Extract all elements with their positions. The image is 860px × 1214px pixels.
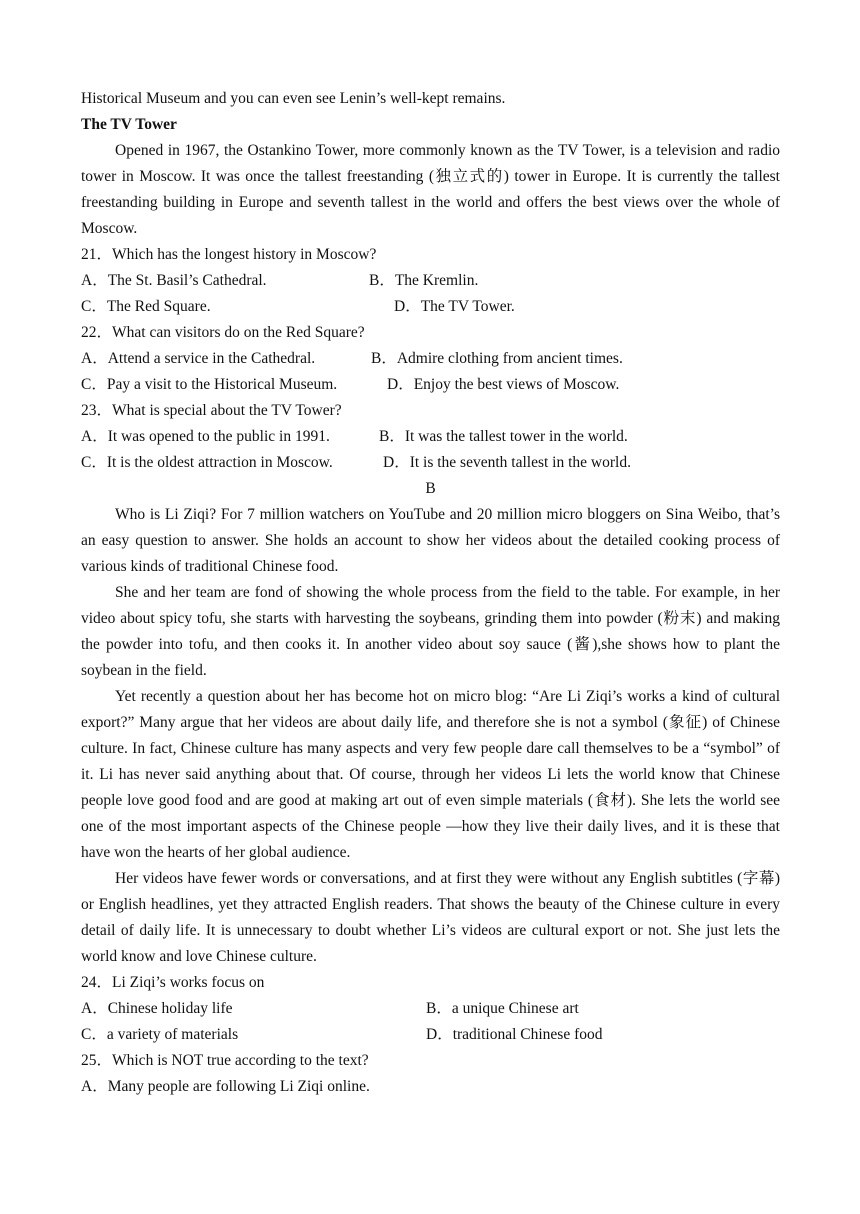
intro-tail-text: Historical Museum and you can even see Lenin’s well-kept remains.: [81, 90, 506, 107]
question-21-option-c: C．The Red Square.: [81, 298, 211, 315]
question-21-options-row-2: [81, 294, 780, 320]
question-25-option-a: A．Many people are following Li Ziqi online.: [81, 1078, 370, 1095]
question-22-stem: 22．What can visitors do on the Red Square?: [81, 324, 365, 341]
question-21-stem: 21．Which has the longest history in Moscow?: [81, 246, 377, 263]
question-24-option-a: A．Chinese holiday life: [81, 1000, 233, 1017]
question-23-stem: 23．What is special about the TV Tower?: [81, 402, 342, 419]
question-25-stem: 25．Which is NOT true according to the text?: [81, 1052, 369, 1069]
question-24-option-b: B．a unique Chinese art: [426, 1000, 579, 1017]
section-b-paragraph-4: Her videos have fewer words or conversations, and at first they were without any English subtitles (字幕) or English headlines, yet they attracted English readers. That shows the beauty of the Chinese culture in every detail of daily life. It is unnecessary to doubt whether Li’s videos are cultural export or not. She just lets the world know and love Chinese culture.: [81, 870, 780, 965]
question-24-option-c: C．a variety of materials: [81, 1026, 239, 1043]
question-23-options-row-2: [81, 450, 780, 476]
question-22-option-d: D．Enjoy the best views of Moscow.: [387, 376, 620, 393]
question-24-options-row-1: [81, 996, 780, 1022]
question-23-option-a: A．It was opened to the public in 1991.: [81, 428, 330, 445]
question-24-stem: 24．Li Ziqi’s works focus on: [81, 974, 265, 991]
question-22-option-a: A．Attend a service in the Cathedral.: [81, 350, 316, 367]
question-24-option-d: D．traditional Chinese food: [426, 1026, 603, 1043]
question-21-option-a: A．The St. Basil’s Cathedral.: [81, 272, 267, 289]
question-22-option-b: B．Admire clothing from ancient times.: [371, 350, 623, 367]
section-b-paragraph-2: She and her team are fond of showing the whole process from the field to the table. For example, in her video about spicy tofu, she starts with harvesting the soybeans, grinding them into powder (粉末) and making the powder into tofu, and then cooks it. In another video about soy sauce (酱),she shows how to plant the soybean in the field.: [81, 584, 780, 679]
question-21-option-d: D．The TV Tower.: [394, 298, 515, 315]
question-21-option-b: B．The Kremlin.: [369, 272, 479, 289]
question-22-option-c: C．Pay a visit to the Historical Museum.: [81, 376, 338, 393]
question-22-options-row-1: [81, 346, 780, 372]
question-23-option-b: B．It was the tallest tower in the world.: [379, 428, 628, 445]
tv-tower-paragraph: Opened in 1967, the Ostankino Tower, more commonly known as the TV Tower, is a television and radio tower in Moscow. It was once the tallest freestanding (独立式的) tower in Europe. It is currently the tallest freestanding building in Europe and seventh tallest in the world and offers the best views over the whole of Moscow.: [81, 142, 780, 237]
section-b-paragraph-1: Who is Li Ziqi? For 7 million watchers on YouTube and 20 million micro bloggers on Sina Weibo, that’s an easy question to answer. She holds an account to show her videos about the detailed cooking process of various kinds of traditional Chinese food.: [81, 506, 780, 575]
question-24-options-row-2: [81, 1022, 780, 1048]
document-page: [81, 86, 780, 1100]
tv-tower-heading: The TV Tower: [81, 116, 177, 133]
question-23-option-c: C．It is the oldest attraction in Moscow.: [81, 454, 333, 471]
section-b-paragraph-3: Yet recently a question about her has become hot on micro blog: “Are Li Ziqi’s works a kind of cultural export?” Many argue that her videos are about daily life, and therefore she is not a symbol (象征) of Chinese culture. In fact, Chinese culture has many aspects and very few people dare call themselves to be a “symbol” of it. Li has never said anything about that. Of course, through her videos Li lets the world know that Chinese people love good food and are good at making art out of even simple materials (食材). She lets the world see one of the most important aspects of the Chinese people —how they live their daily lives, and it is these that have won the hearts of her global audience.: [81, 688, 780, 861]
question-21-options-row-1: [81, 268, 780, 294]
section-b-label: B: [425, 480, 436, 497]
question-22-options-row-2: [81, 372, 780, 398]
question-23-option-d: D．It is the seventh tallest in the world.: [383, 454, 631, 471]
question-23-options-row-1: [81, 424, 780, 450]
